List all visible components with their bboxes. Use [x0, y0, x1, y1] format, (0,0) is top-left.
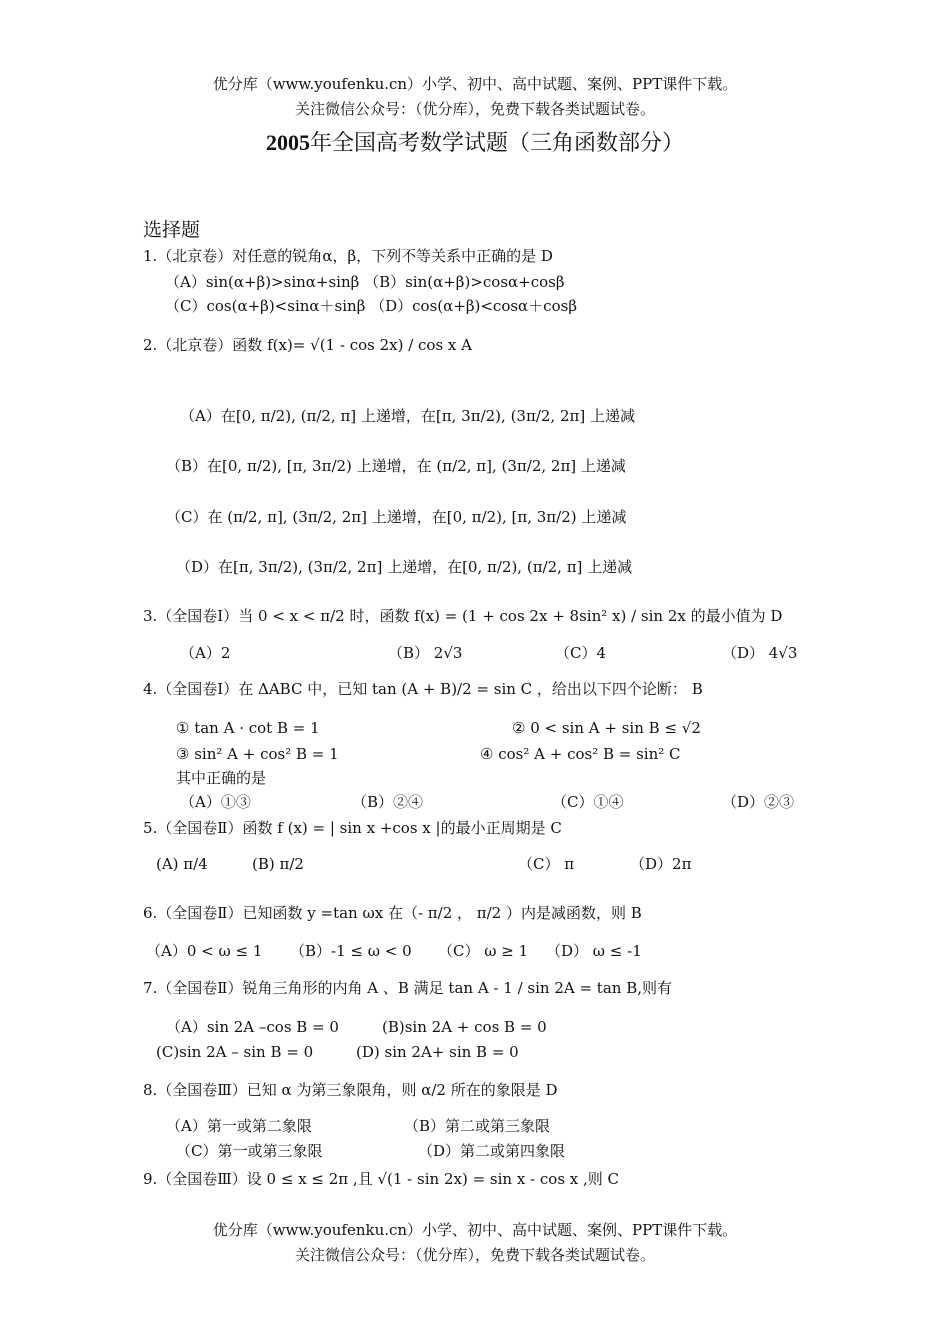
- q5-option-a: (A) π/4: [156, 855, 208, 873]
- q6-option-a: （A）0 < ω ≤ 1: [146, 942, 263, 960]
- q7-option-d: (D) sin 2A+ sin B = 0: [356, 1043, 519, 1061]
- q2-option-d: （D）在[π, 3π/2), (3π/2, 2π] 上递增，在[0, π/2), (π/2, π] 上递减: [176, 558, 633, 576]
- q1-options-row1: （A）sin(α+β)>sinα+sinβ （B）sin(α+β)>cosα+cosβ: [165, 273, 565, 291]
- q4-statement-3: ③ sin² A + cos² B = 1: [176, 745, 339, 763]
- q2-stem: 2.（北京卷）函数 f(x)= √(1 - cos 2x) / cos x A: [143, 336, 472, 354]
- q8-option-a: （A）第一或第二象限: [166, 1117, 312, 1135]
- q2-option-a: （A）在[0, π/2), (π/2, π] 上递增，在[π, 3π/2), (3π/2, 2π] 上递减: [180, 407, 635, 425]
- q8-stem: 8.（全国卷Ⅲ）已知 α 为第三象限角，则 α/2 所在的象限是 D: [143, 1081, 558, 1099]
- q4-option-c: （C）①④: [552, 793, 624, 811]
- q3-option-a: （A）2: [180, 644, 231, 662]
- q4-statement-1: ① tan A · cot B = 1: [176, 719, 320, 737]
- q4-stem: 4.（全国卷Ⅰ）在 ΔABC 中，已知 tan (A + B)/2 = sin C ，给出以下四个论断： B: [143, 680, 703, 698]
- q6-option-b: （B）-1 ≤ ω < 0: [290, 942, 412, 960]
- q7-option-c: (C)sin 2A – sin B = 0: [156, 1043, 314, 1061]
- section-heading: 选择题: [143, 219, 201, 241]
- q5-option-b: (B) π/2: [252, 855, 304, 873]
- q6-option-c: （C） ω ≥ 1: [438, 942, 529, 960]
- q6-stem: 6.（全国卷Ⅱ）已知函数 y =tan ωx 在（- π/2 ， π/2 ）内是减函数，则 B: [143, 904, 642, 922]
- q7-option-b: (B)sin 2A + cos B = 0: [382, 1018, 547, 1036]
- q7-stem: 7.（全国卷Ⅱ）锐角三角形的内角 A 、B 满足 tan A - 1 / sin 2A = tan B,则有: [143, 979, 673, 997]
- header-line-2: 关注微信公众号：（优分库），免费下载各类试题试卷。: [294, 100, 655, 118]
- header-line-1: 优分库（www.youfenku.cn）小学、初中、高中试题、案例、PPT课件下载。: [212, 75, 738, 93]
- q4-option-b: （B）②④: [352, 793, 424, 811]
- q4-prompt: 其中正确的是: [176, 769, 267, 787]
- footer-line-2: 关注微信公众号：（优分库），免费下载各类试题试卷。: [294, 1246, 655, 1264]
- q9-stem: 9.（全国卷Ⅲ）设 0 ≤ x ≤ 2π ,且 √(1 - sin 2x) = sin x - cos x ,则 C: [143, 1170, 620, 1188]
- title-text: 年全国高考数学试题（三角函数部分）: [309, 131, 684, 156]
- q2-option-c: （C）在 (π/2, π], (3π/2, 2π] 上递增，在[0, π/2), [π, 3π/2) 上递减: [166, 508, 627, 526]
- q1-options-row2: （C）cos(α+β)<sinα＋sinβ （D）cos(α+β)<cosα＋cosβ: [165, 297, 577, 315]
- title-year: 2005: [265, 130, 310, 155]
- q8-option-d: （D）第二或第四象限: [418, 1142, 566, 1160]
- q8-option-c: （C）第一或第三象限: [176, 1142, 323, 1160]
- q7-option-a: （A）sin 2A –cos B = 0: [166, 1018, 339, 1036]
- q3-option-c: （C）4: [555, 644, 607, 662]
- q6-option-d: （D） ω ≤ -1: [546, 942, 642, 960]
- q3-stem: 3.（全国卷Ⅰ）当 0 < x < π/2 时，函数 f(x) = (1 + cos 2x + 8sin² x) / sin 2x 的最小值为 D: [143, 607, 783, 625]
- q4-statement-4: ④ cos² A + cos² B = sin² C: [480, 745, 681, 763]
- q4-option-d: （D）②③: [722, 793, 795, 811]
- q8-option-b: （B）第二或第三象限: [404, 1117, 551, 1135]
- q3-option-b: （B） 2√3: [388, 644, 463, 662]
- q4-statement-2: ② 0 < sin A + sin B ≤ √2: [512, 719, 701, 737]
- q4-option-a: （A）①③: [180, 793, 251, 811]
- page-title: [0, 128, 950, 159]
- q5-stem: 5.（全国卷Ⅱ）函数 f (x) = | sin x +cos x |的最小正周期是 C: [143, 819, 562, 837]
- footer-line-1: 优分库（www.youfenku.cn）小学、初中、高中试题、案例、PPT课件下载。: [212, 1221, 738, 1239]
- q2-option-b: （B）在[0, π/2), [π, 3π/2) 上递增，在 (π/2, π], (3π/2, 2π] 上递减: [166, 457, 626, 475]
- q5-option-c: （C） π: [518, 855, 575, 873]
- q1-stem: 1.（北京卷）对任意的锐角α，β，下列不等关系中正确的是 D: [143, 247, 553, 265]
- q5-option-d: （D）2π: [630, 855, 692, 873]
- q3-option-d: （D） 4√3: [722, 644, 798, 662]
